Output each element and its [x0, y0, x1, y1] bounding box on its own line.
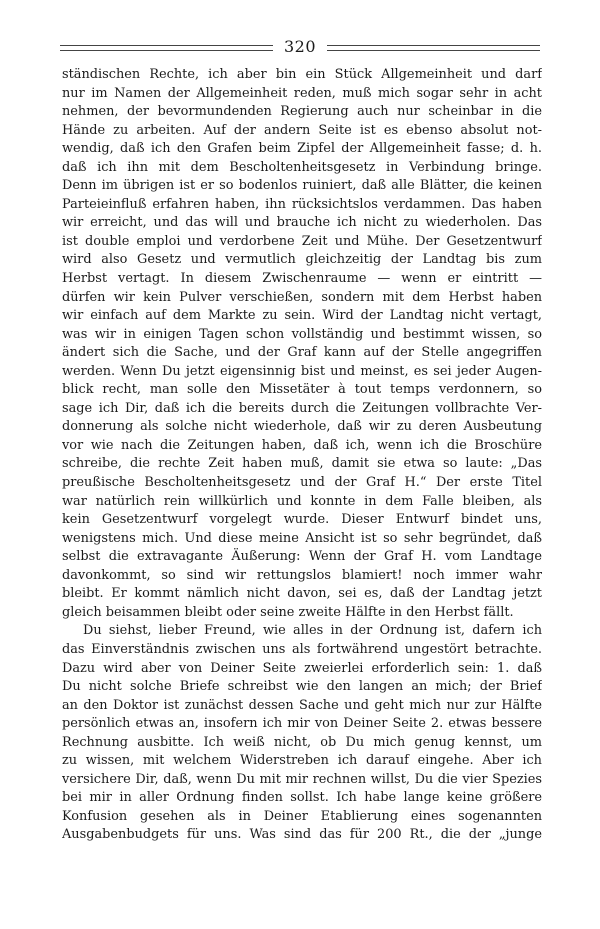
- text-line: Hände zu arbeiten. Auf der andern Seite ist es ebenso absolut not-: [62, 122, 542, 138]
- text-line: selbst die extravagante Äußerung: Wenn der Graf H. vom Landtage: [62, 549, 542, 565]
- text-line: Rechnung ausbitte. Ich weiß nicht, ob Du mich genug kennst, um: [62, 734, 542, 750]
- text-line: nehmen, der bevormundenden Regierung auch nur scheinbar in die: [62, 104, 542, 120]
- text-line: was wir in einigen Tagen schon vollständig und bestimmt wissen, so: [62, 326, 542, 342]
- page-header: [60, 36, 540, 58]
- text-line: persönlich etwas an, insofern ich mir von Deiner Seite 2. etwas bessere: [62, 716, 542, 732]
- text-line: wir erreicht, und das will und brauche ich nicht zu wiederholen. Das: [62, 215, 542, 231]
- text-line: donnerung als solche nicht wiederhole, daß wir zu deren Ausbeutung: [62, 419, 542, 435]
- text-line: Du nicht solche Briefe schreibst wie den langen an mich; der Brief: [62, 679, 542, 695]
- text-line: kein Gesetzentwurf vorgelegt wurde. Dieser Entwurf bindet uns,: [62, 512, 542, 528]
- text-line: war natürlich rein willkürlich und konnte in dem Falle bleiben, als: [62, 493, 542, 509]
- text-line: nur im Namen der Allgemeinheit reden, muß mich sogar sehr in acht: [62, 85, 542, 101]
- text-line: gleich beisammen bleibt oder seine zweite Hälfte in den Herbst fällt.: [62, 604, 514, 620]
- text-line: wird also Gesetz und vermutlich gleichzeitig der Landtag bis zum: [62, 252, 542, 268]
- text-line: das Einverständnis zwischen uns als fortwährend ungestört betrachte.: [62, 641, 542, 657]
- text-line: an den Doktor ist zunächst dessen Sache und geht mich nur zur Hälfte: [62, 697, 542, 713]
- text-line: Du siehst, lieber Freund, wie alles in der Ordnung ist, dafern ich: [83, 623, 542, 639]
- text-line: Herbst vertagt. In diesem Zwischenraume — wenn er eintritt —: [62, 271, 542, 287]
- header-rule-left: [60, 45, 273, 51]
- text-line: versichere Dir, daß, wenn Du mit mir rechnen willst, Du die vier Spezies: [62, 771, 542, 787]
- page-number: 320: [283, 37, 317, 56]
- text-line: sage ich Dir, daß ich die bereits durch die Zeitungen vollbrachte Ver-: [62, 400, 542, 416]
- text-line: ständischen Rechte, ich aber bin ein Stück Allgemeinheit und darf: [62, 67, 542, 82]
- text-line: bleibt. Er kommt nämlich nicht davon, sei es, daß der Landtag jetzt: [62, 586, 542, 602]
- text-line: bei mir in aller Ordnung finden sollst. Ich habe lange keine größere: [62, 790, 542, 806]
- text-line: vor wie nach die Zeitungen haben, daß ich, wenn ich die Broschüre: [62, 437, 542, 453]
- text-line: ändert sich die Sache, und der Graf kann auf der Stelle angegriffen: [62, 345, 542, 361]
- text-line: ist double emploi und verdorbene Zeit und Mühe. Der Gesetzentwurf: [62, 233, 542, 249]
- text-line: Denn im übrigen ist er so bodenlos ruiniert, daß alle Blätter, die keinen: [62, 178, 542, 194]
- text-line: zu wissen, mit welchem Widerstreben ich darauf eingehe. Aber ich: [62, 753, 542, 769]
- text-line: Parteieinfluß erfahren haben, ihn rücksichtslos verdammen. Das haben: [62, 196, 542, 212]
- body-text: [62, 66, 542, 845]
- text-line: wir einfach auf dem Markte zu sein. Wird der Landtag nicht vertagt,: [62, 308, 542, 324]
- text-line: schreibe, die rechte Zeit haben muß, damit sie etwa so laute: „Das: [62, 456, 542, 472]
- header-rule-right: [327, 45, 540, 51]
- text-line: daß ich ihn mit dem Bescholtenheitsgesetz in Verbindung bringe.: [62, 159, 542, 175]
- text-line: blick recht, man solle den Missetäter à tout temps verdonnern, so: [62, 382, 542, 398]
- text-line: werden. Wenn Du jetzt eigensinnig bist und meinst, es sei jeder Augen-: [62, 363, 542, 379]
- text-line: davonkommt, so sind wir rettungslos blamiert! noch immer wahr: [62, 567, 542, 583]
- text-line: wendig, daß ich den Grafen beim Zipfel der Allgemeinheit fasse; d. h.: [62, 141, 542, 157]
- text-line: Ausgabenbudgets für uns. Was sind das für 200 Rt., die der „junge: [62, 827, 542, 843]
- text-line: preußische Bescholtenheitsgesetz und der Graf H.“ Der erste Titel: [62, 475, 542, 491]
- text-line: dürfen wir kein Pulver verschießen, sondern mit dem Herbst haben: [62, 289, 542, 305]
- text-line: Konfusion gesehen als in Deiner Etablierung eines sogenannten: [62, 808, 542, 824]
- text-line: Dazu wird aber von Deiner Seite zweierlei erforderlich sein: 1. daß: [62, 660, 542, 676]
- text-line: wenigstens mich. Und diese meine Ansicht ist so sehr begründet, daß: [62, 530, 542, 546]
